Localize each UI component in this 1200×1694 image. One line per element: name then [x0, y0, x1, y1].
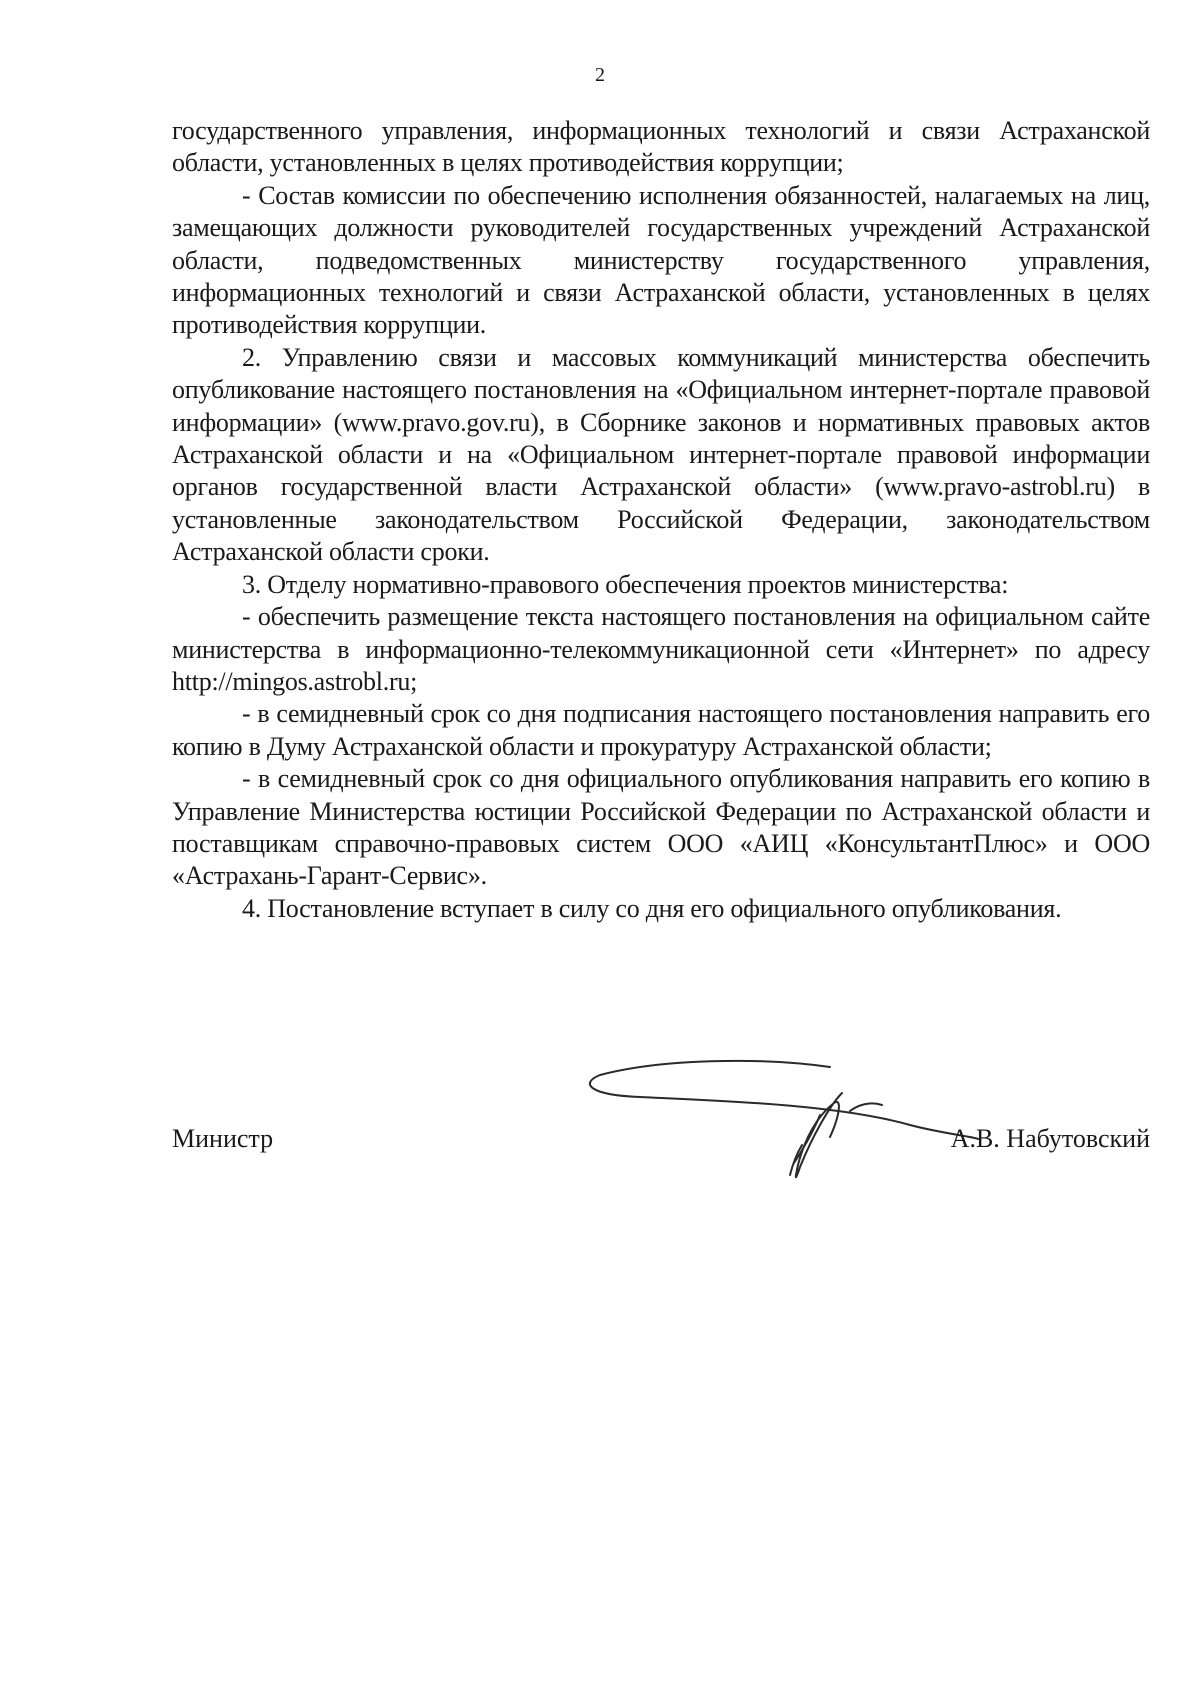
- paragraph: - в семидневный срок со дня подписания настоящего постановления направить его копию в Думу Астраханской области и прокуратуру Астраханской области;: [172, 699, 1150, 761]
- paragraph: 3. Отделу нормативно-правового обеспечения проектов министерства:: [242, 569, 1009, 599]
- document-body: [172, 115, 1150, 925]
- paragraph: государственного управления, информационных технологий и связи Астраханской области, установленных в целях противодействия коррупции;: [172, 116, 1150, 178]
- signer-name: А.В. Набутовский: [950, 1124, 1150, 1153]
- paragraph: - обеспечить размещение текста настоящего постановления на официальном сайте министерства в информационно-телекоммуникационной сети «Интернет» по адресу http://mingos.astrobl.ru;: [172, 602, 1150, 696]
- page-number: 2: [595, 64, 605, 86]
- paragraph: - в семидневный срок со дня официального опубликования направить его копию в Управление Министерства юстиции Российской Федерации по Астраханской области и поставщикам справочно-правовых систем ООО «АИЦ «КонсультантПлюс» и ООО «Астрахань-Гарант-Сервис».: [172, 764, 1150, 891]
- paragraph: - Состав комиссии по обеспечению исполнения обязанностей, налагаемых на лиц, замещающих должности руководителей государственных учреждений Астраханской области, подведомственных министерству государственного управления, информационных технологий и связи Астраханской области, установленных в целях противодействия коррупции.: [172, 180, 1150, 340]
- signer-position: Министр: [172, 1124, 274, 1153]
- paragraph: 2. Управлению связи и массовых коммуникаций министерства обеспечить опубликование настоящего постановления на «Официальном интернет-портале правовой информации» (www.pravo.gov.ru), в Сборнике законов и нормативных правовых актов Астраханской области и на «Официальном интернет-портале правовой информации органов государственной власти Астраханской области» (www.pravo-astrobl.ru) в установленные законодательством Российской Федерации, законодательством Астраханской области сроки.: [172, 342, 1150, 567]
- signature-block: [172, 1110, 1150, 1170]
- paragraph: 4. Постановление вступает в силу со дня его официального опубликования.: [242, 893, 1062, 923]
